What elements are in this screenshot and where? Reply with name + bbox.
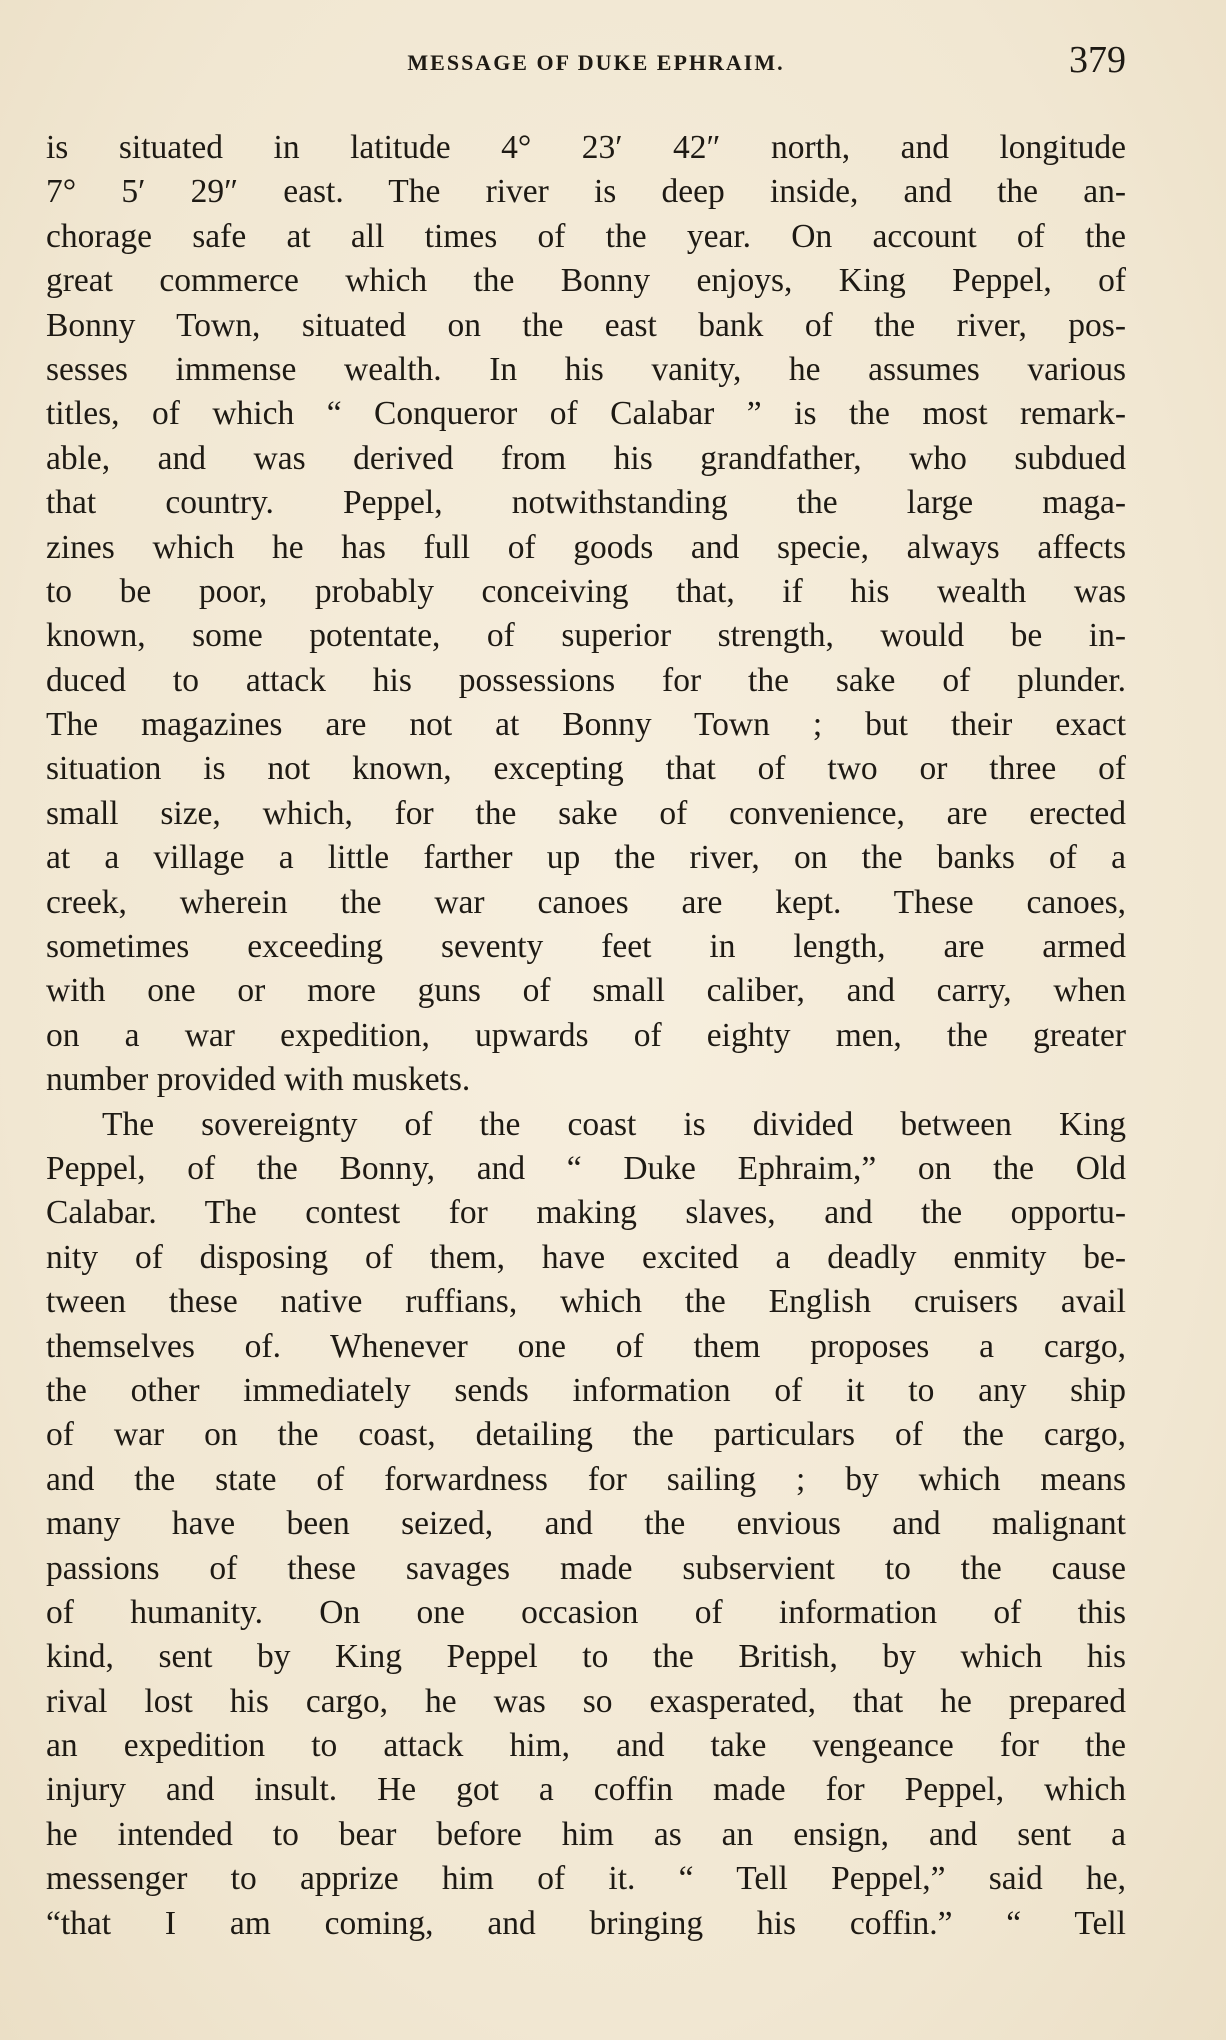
running-title: MESSAGE OF DUKE EPHRAIM. [407,50,785,75]
text-line: an expedition to attack him, and take vengeance for the [46,1727,1126,1765]
text-line: titles, of which “ Conqueror of Calabar ” is the most remark- [46,395,1126,433]
body-text [46,126,1126,1946]
text-line: many have been seized, and the envious and malignant [46,1505,1126,1543]
text-line: sesses immense wealth. In his vanity, he assumes various [46,350,1126,388]
text-line: is situated in latitude 4° 23′ 42″ north, and longitude [46,129,1126,166]
text-line: situation is not known, excepting that of two or three of [46,750,1126,788]
text-line: small size, which, for the sake of convenience, are erected [46,794,1126,832]
text-line: great commerce which the Bonny enjoys, King Peppel, of [46,262,1126,300]
text-line: “that I am coming, and bringing his coffin.” “ Tell [46,1904,1126,1942]
text-line: at a village a little farther up the river, on the banks of a [46,839,1126,877]
running-header [46,38,1126,88]
text-line: that country. Peppel, notwithstanding the large maga- [46,484,1126,522]
text-line: and the state of forwardness for sailing ; by which means [46,1460,1126,1498]
text-line: injury and insult. He got a coffin made for Peppel, which [46,1771,1126,1809]
text-line: nity of disposing of them, have excited a deadly enmity be- [46,1238,1126,1276]
text-line: zines which he has full of goods and specie, always affects [46,528,1126,566]
text-line: 7° 5′ 29″ east. The river is deep inside, and the an- [46,173,1126,211]
text-line: rival lost his cargo, he was so exasperated, that he prepared [46,1682,1126,1720]
text-line: themselves of. Whenever one of them proposes a cargo, [46,1327,1126,1365]
text-line: chorage safe at all times of the year. On account of the [46,217,1126,255]
text-line: passions of these savages made subservient to the cause [46,1549,1126,1587]
text-line: messenger to apprize him of it. “ Tell Peppel,” said he, [46,1860,1126,1898]
text-line: creek, wherein the war canoes are kept. These canoes, [46,883,1126,921]
text-line: duced to attack his possessions for the sake of plunder. [46,661,1126,699]
text-line: sometimes exceeding seventy feet in length, are armed [46,928,1126,966]
text-line: Peppel, of the Bonny, and “ Duke Ephraim,” on the Old [46,1149,1126,1187]
text-line: The magazines are not at Bonny Town ; but their exact [46,706,1126,744]
paragraph-end-line: number provided with muskets. [46,1061,471,1099]
text-line: able, and was derived from his grandfather, who subdued [46,439,1126,477]
text-line: with one or more guns of small caliber, and carry, when [46,972,1126,1010]
text-line: Calabar. The contest for making slaves, and the opportu- [46,1194,1126,1232]
text-line: tween these native ruffians, which the English cruisers avail [46,1283,1126,1321]
text-line: of humanity. On one occasion of information of this [46,1593,1126,1631]
text-line: on a war expedition, upwards of eighty men, the greater [46,1016,1126,1054]
page-number: 379 [1069,39,1126,81]
text-line: to be poor, probably conceiving that, if his wealth was [46,572,1126,610]
text-line: Bonny Town, situated on the east bank of the river, pos- [46,306,1126,344]
paragraph-start-line: The sovereignty of the coast is divided between King [102,1105,1126,1143]
text-line: he intended to bear before him as an ensign, and sent a [46,1815,1126,1853]
text-line: the other immediately sends information of it to any ship [46,1371,1126,1409]
text-line: of war on the coast, detailing the particulars of the cargo, [46,1416,1126,1454]
text-line: kind, sent by King Peppel to the British, by which his [46,1638,1126,1676]
text-line: known, some potentate, of superior strength, would be in- [46,617,1126,655]
